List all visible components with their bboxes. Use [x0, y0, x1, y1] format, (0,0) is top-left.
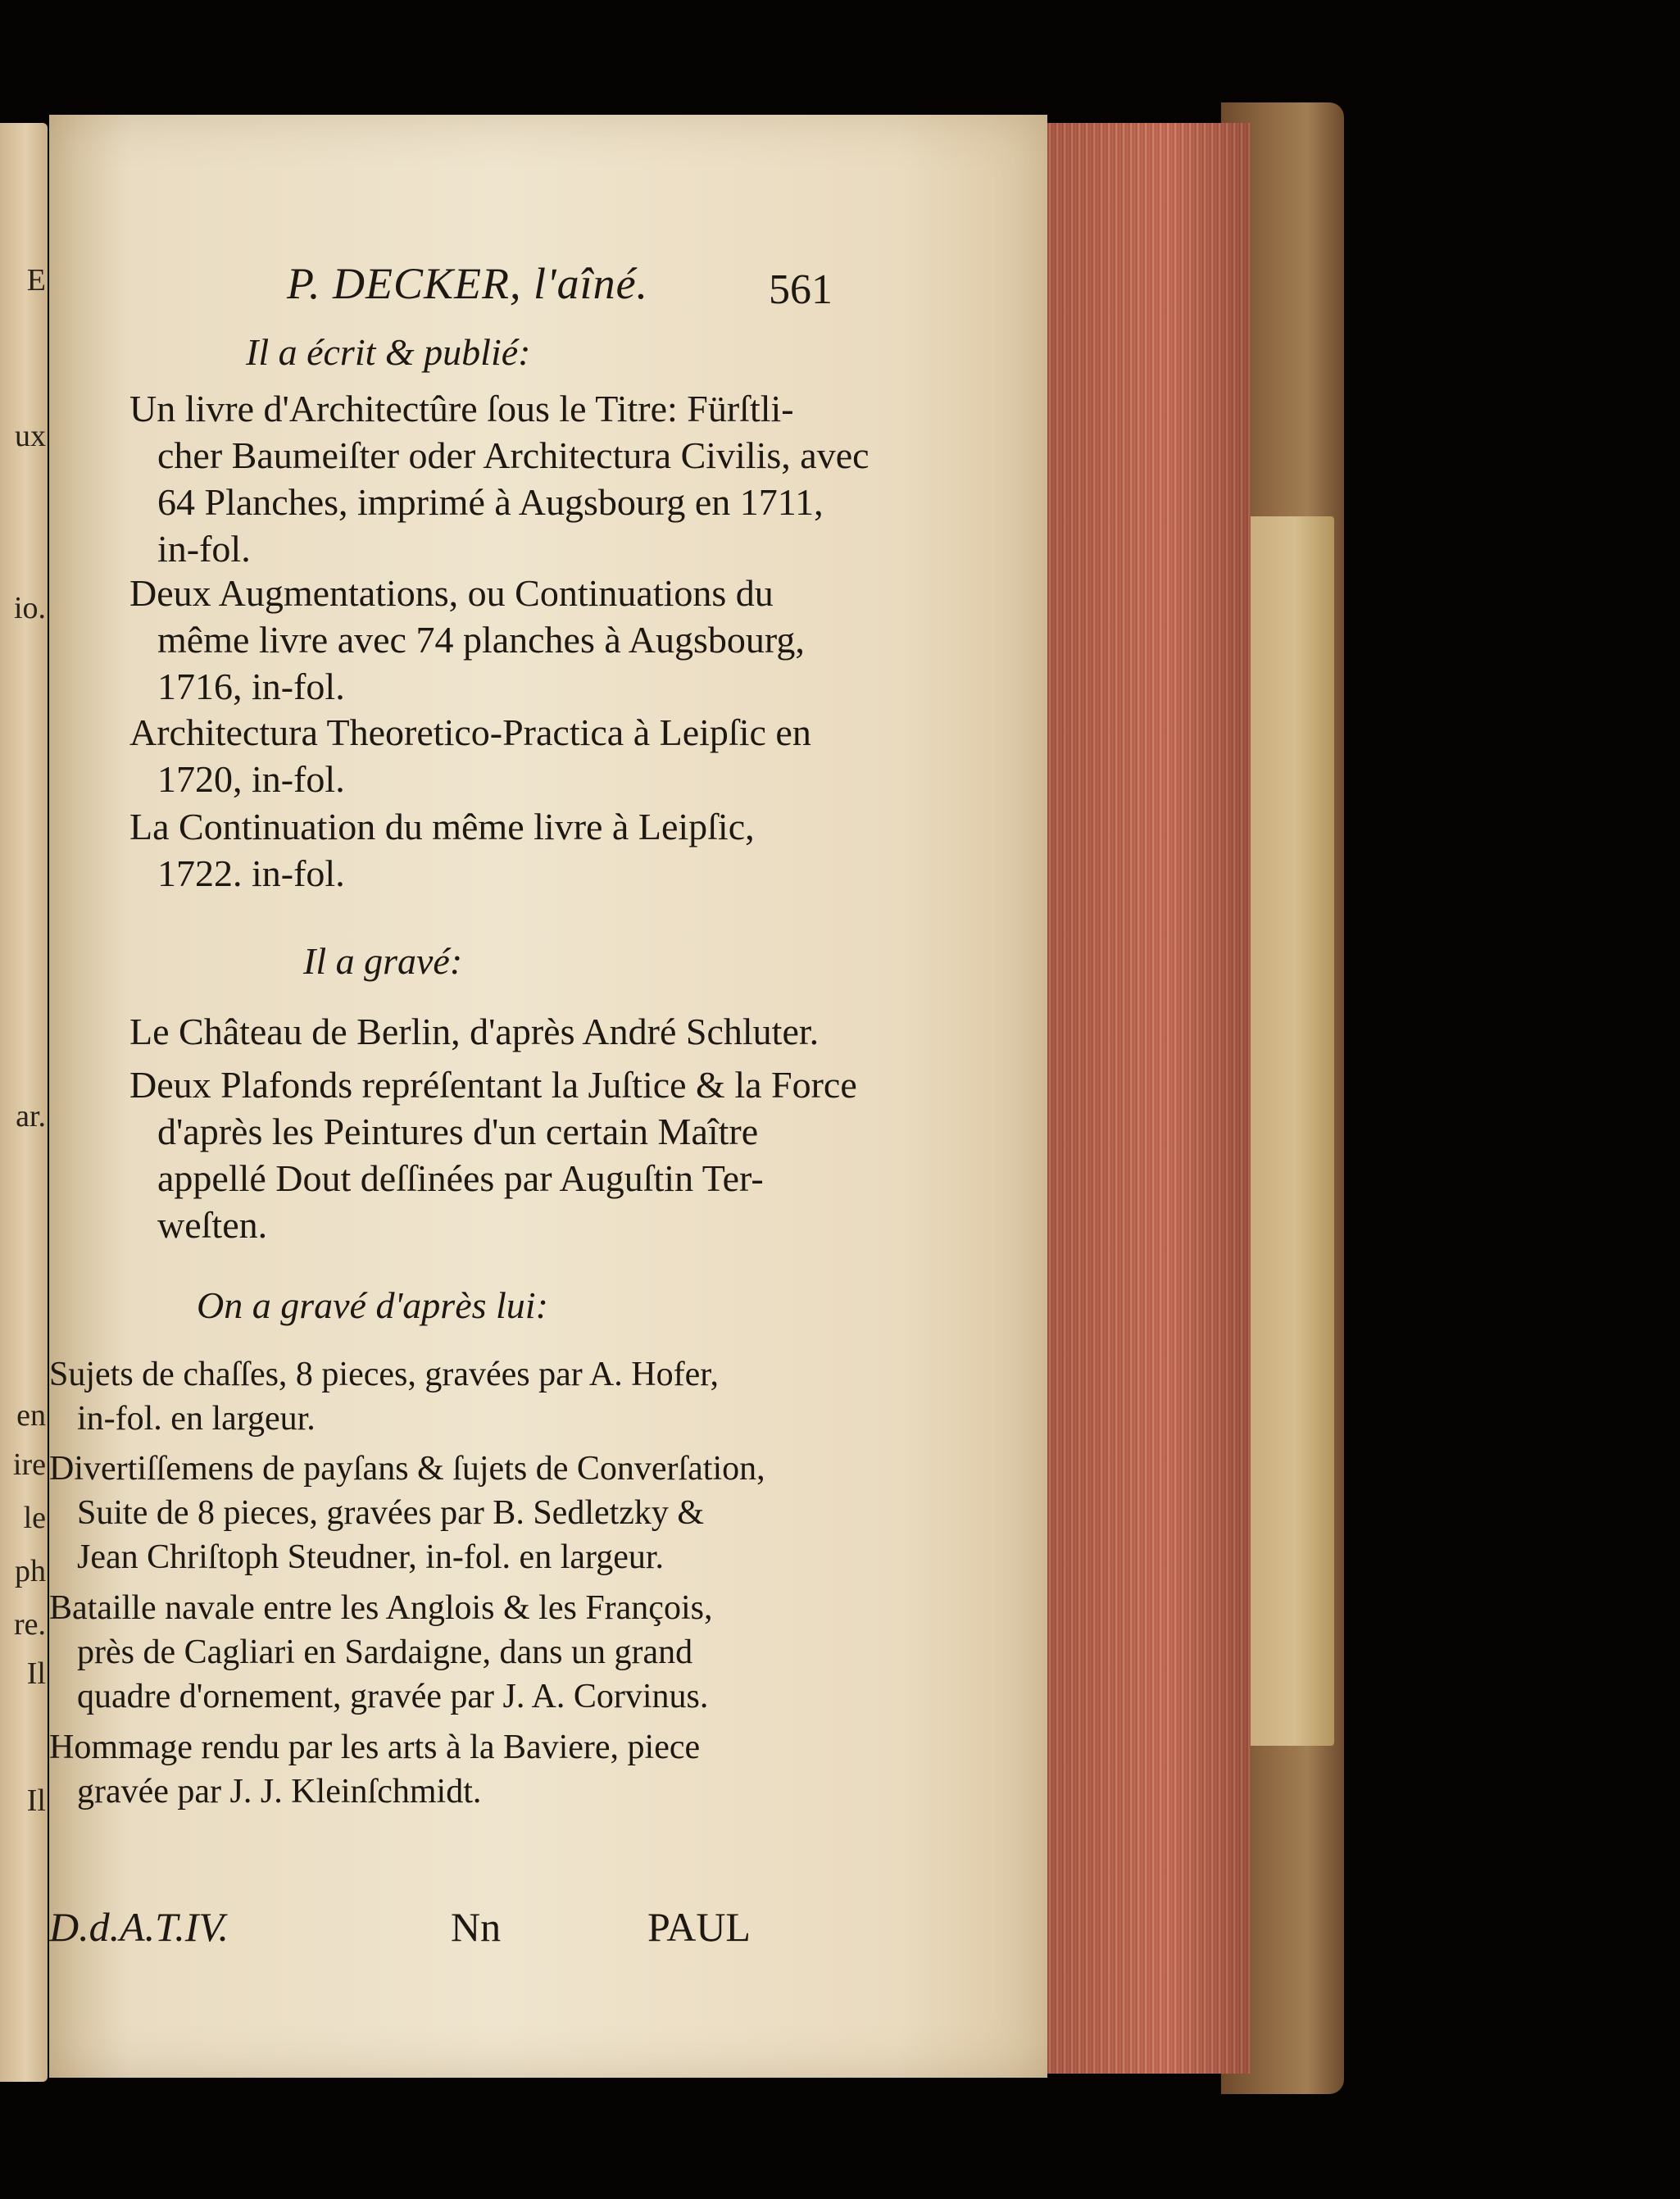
entry-line: Un livre d'Architectûre ſous le Titre: Fürſtli-	[129, 388, 794, 429]
prev-fragment: E	[26, 263, 46, 298]
entry-line: Divertiſſemens de payſans & ſujets de Converſation,	[49, 1450, 765, 1488]
signature-mark: D.d.A.T.IV.	[49, 1904, 229, 1950]
entry-line: près de Cagliari en Sardaigne, dans un grand	[77, 1633, 693, 1671]
entry-line: Deux Augmentations, ou Continuations du	[129, 572, 774, 614]
prev-fragment: ar.	[16, 1099, 46, 1134]
entry-line: appellé Dout deſſinées par Auguſtin Ter-	[157, 1157, 764, 1199]
entry-line: Jean Chriſtoph Steudner, in-fol. en largeur.	[77, 1538, 665, 1576]
entry-line: 64 Planches, imprimé à Augsbourg en 1711,	[157, 481, 824, 523]
entry-line: Sujets de chaſſes, 8 pieces, gravées par A. Hofer,	[49, 1356, 720, 1393]
prev-fragment: io.	[13, 591, 46, 625]
book-page	[49, 115, 1047, 2078]
entry-line: d'après les Peintures d'un certain Maître	[157, 1111, 759, 1152]
entry-line: gravée par J. J. Kleinſchmidt.	[77, 1773, 482, 1811]
running-title: P. DECKER, l'aîné.	[287, 259, 649, 308]
entry	[129, 1061, 857, 1248]
prev-fragment: ph	[15, 1554, 46, 1588]
entry-line: Deux Plafonds repréſentant la Juſtice & la Force	[129, 1064, 857, 1106]
page-number: 561	[769, 266, 833, 313]
entry-line: quadre d'ornement, gravée par J. A. Corvinus.	[77, 1678, 709, 1715]
entry	[49, 1352, 754, 1441]
entry	[129, 709, 834, 802]
entry-line: Le Château de Berlin, d'après André Schluter.	[129, 1011, 820, 1052]
entry	[49, 1725, 754, 1814]
gathering-mark: Nn	[451, 1904, 502, 1950]
entry	[129, 1008, 834, 1055]
entry	[129, 803, 834, 897]
entry	[49, 1447, 765, 1579]
prev-fragment: en	[16, 1398, 46, 1433]
section-heading: Il a gravé:	[303, 940, 463, 982]
entry-line: cher Baumeiſter oder Architectura Civilis, avec	[157, 434, 870, 476]
cover-label-patch	[1236, 516, 1334, 1746]
prev-fragment: le	[23, 1501, 46, 1535]
section-heading: On a gravé d'après lui:	[197, 1284, 548, 1326]
entry-line: in-fol.	[157, 528, 251, 570]
entry-line: même livre avec 74 planches à Augsbourg,	[157, 619, 805, 661]
entry-line: 1722. in-fol.	[157, 852, 345, 894]
prev-fragment: ire	[12, 1447, 46, 1482]
entry	[129, 385, 870, 572]
entry-line: Architectura Theoretico-Practica à Leipſic en	[129, 711, 811, 753]
prev-fragment: re.	[13, 1607, 46, 1642]
page-edges	[1042, 123, 1251, 2074]
entry-line: 1716, in-fol.	[157, 666, 345, 707]
entry-line: Hommage rendu par les arts à la Baviere, piece	[49, 1729, 701, 1766]
entry-line: Suite de 8 pieces, gravées par B. Sedletzky &	[77, 1494, 705, 1532]
entry-line: 1720, in-fol.	[157, 758, 345, 800]
entry	[49, 1586, 754, 1719]
entry	[129, 570, 834, 710]
entry-line: in-fol. en largeur.	[77, 1400, 316, 1438]
prev-fragment: Il	[26, 1656, 46, 1691]
entry-line: Bataille navale entre les Anglois & les François,	[49, 1589, 713, 1627]
section-heading: Il a écrit & publié:	[246, 331, 531, 373]
entry-line: La Continuation du même livre à Leipſic,	[129, 806, 755, 847]
entry-line: weſten.	[157, 1204, 268, 1246]
catchword: PAUL	[647, 1904, 751, 1950]
previous-page-edge	[0, 123, 48, 2082]
prev-fragment: Il	[26, 1783, 46, 1818]
prev-fragment: ux	[15, 419, 46, 453]
